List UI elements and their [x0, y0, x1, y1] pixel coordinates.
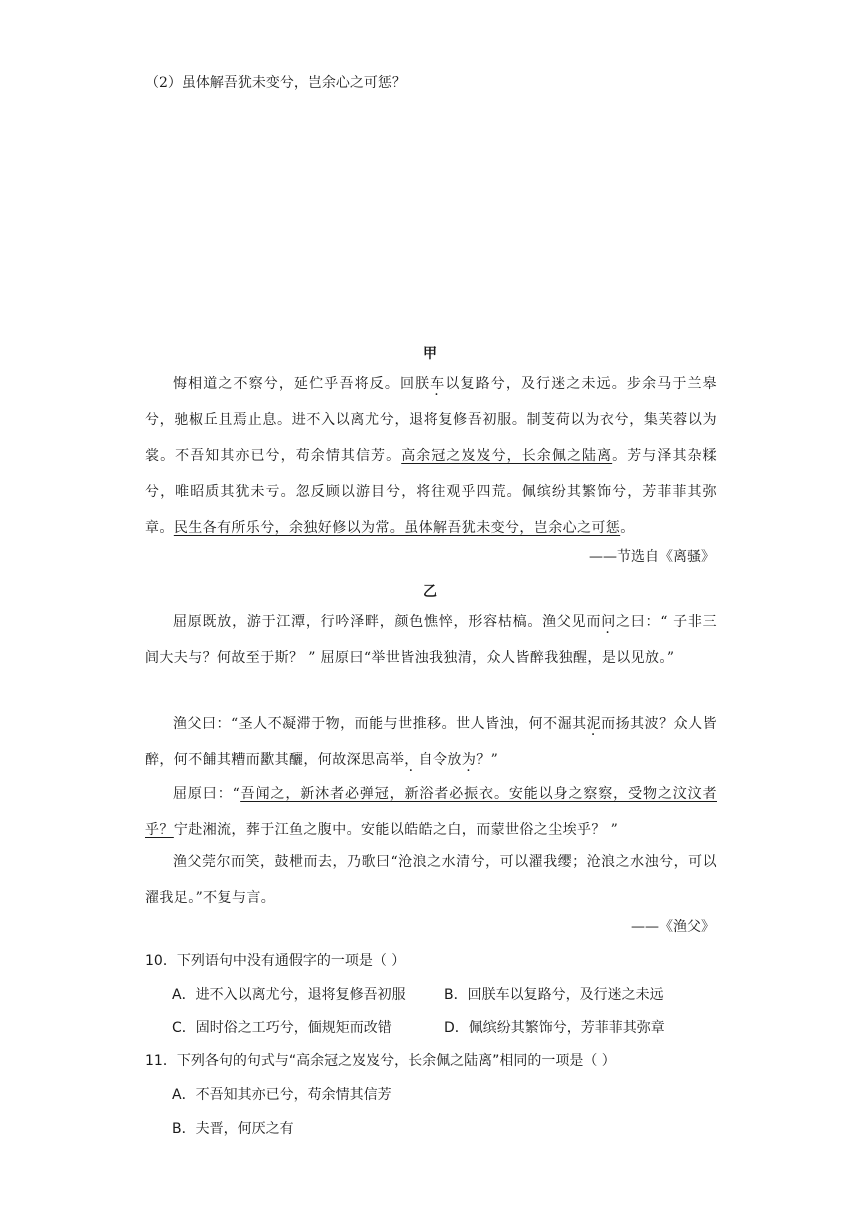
- emphasis-dot-char: 朕: [415, 376, 431, 392]
- question-10-option-c[interactable]: C．固时俗之工巧兮，偭规矩而改错: [172, 1020, 392, 1036]
- question-10-stem: 10．下列语句中没有通假字的一项是（ ）: [145, 953, 406, 969]
- passage-yi-heading: 乙: [423, 584, 437, 600]
- emphasis-dot-char: 其: [572, 716, 587, 732]
- underlined-sentence-1: 高余冠之岌岌兮，长余佩之陆离: [401, 448, 613, 464]
- passage-jia-text: 悔相道之不察兮，延伫乎吾将反。回朕车以复路兮，及行迷之未远。步余马于兰皋兮，驰椒丘且焉止息。进不入以离尤兮，退将复修吾初服。制芰荷以为衣兮，集芙蓉以为裳。不吾知其亦已兮，苟余情其信芳。高余冠之岌岌兮，长余佩之陆离。芳与泽其杂糅兮，唯昭质其犹未亏。忽反顾以游目兮，将往观乎四荒。佩缤纷其繁饰兮，芳菲菲其弥章。民生各有所乐兮，余独好修以为常。虽体解吾犹未变兮，岂余心之可惩。: [145, 376, 717, 536]
- question-10-option-a[interactable]: A．进不入以离尤兮，退将复修吾初服: [172, 987, 406, 1003]
- question-11-stem: 11．下列各句的句式与“高余冠之岌岌兮，长余佩之陆离”相同的一项是（ ）: [145, 1053, 616, 1069]
- emphasis-dot-char: 放: [447, 752, 462, 768]
- question-10-option-d[interactable]: D．佩缤纷其繁饰兮，芳菲菲其弥章: [444, 1020, 665, 1036]
- emphasis-dot-char: 举: [389, 752, 405, 768]
- passage-yi-paragraph-4: 渔父莞尔而笑，鼓枻而去，乃歌曰“沧浪之水清兮，可以濯我缨；沧浪之水浊兮，可以濯我足。”不复与言。: [145, 854, 717, 906]
- underlined-sentence-2: 民生各有所乐兮，余独好修以为常。虽体解吾犹未变兮，岂余心之可惩: [173, 520, 621, 536]
- underlined-sentence-3: 吾闻之，新沐者必弹冠，新浴者必振衣。安能以身之察察，受物之汶汶者乎？: [145, 786, 717, 838]
- passage-yi-source: ——《渔父》: [631, 919, 715, 935]
- passage-yi-paragraph-3: 屈原曰：“吾闻之，新沐者必弹冠，新浴者必振衣。安能以身之察察，受物之汶汶者乎？宁赴湘流，葬于江鱼之腹中。安能以皓皓之白，而蒙世俗之尘埃乎？ ”: [145, 786, 717, 838]
- question-11-option-a[interactable]: A．不吾知其亦已兮，苟余情其信芳: [172, 1087, 392, 1103]
- passage-yi-paragraph-1: 屈原既放，游于江潭，行吟泽畔，颜色憔悴，形容枯槁。渔父见而问之曰：“ 子非三闾大夫与？何故至于斯？ ” 屈原曰“举世皆浊我独清，众人皆醉我独醒，是以见放。”: [145, 614, 718, 666]
- question-11-option-b[interactable]: B．夫晋，何厌之有: [172, 1121, 294, 1137]
- passage-jia-source: ——节选自《离骚》: [589, 549, 715, 565]
- question-10-option-b[interactable]: B．回朕车以复路兮，及行迷之未远: [444, 987, 664, 1003]
- passage-jia-heading: 甲: [423, 346, 437, 362]
- question-2-sentence: （2）虽体解吾犹未变兮，岂余心之可惩？: [145, 75, 406, 91]
- emphasis-dot-char: 而: [586, 614, 602, 630]
- passage-yi-paragraph-2: 渔父曰：“圣人不凝滞于物，而能与世推移。世人皆浊，何不淈其泥而扬其波？众人皆醉，何不餔其糟而歠其釃，何故深思高举，自令放为？”: [145, 716, 717, 768]
